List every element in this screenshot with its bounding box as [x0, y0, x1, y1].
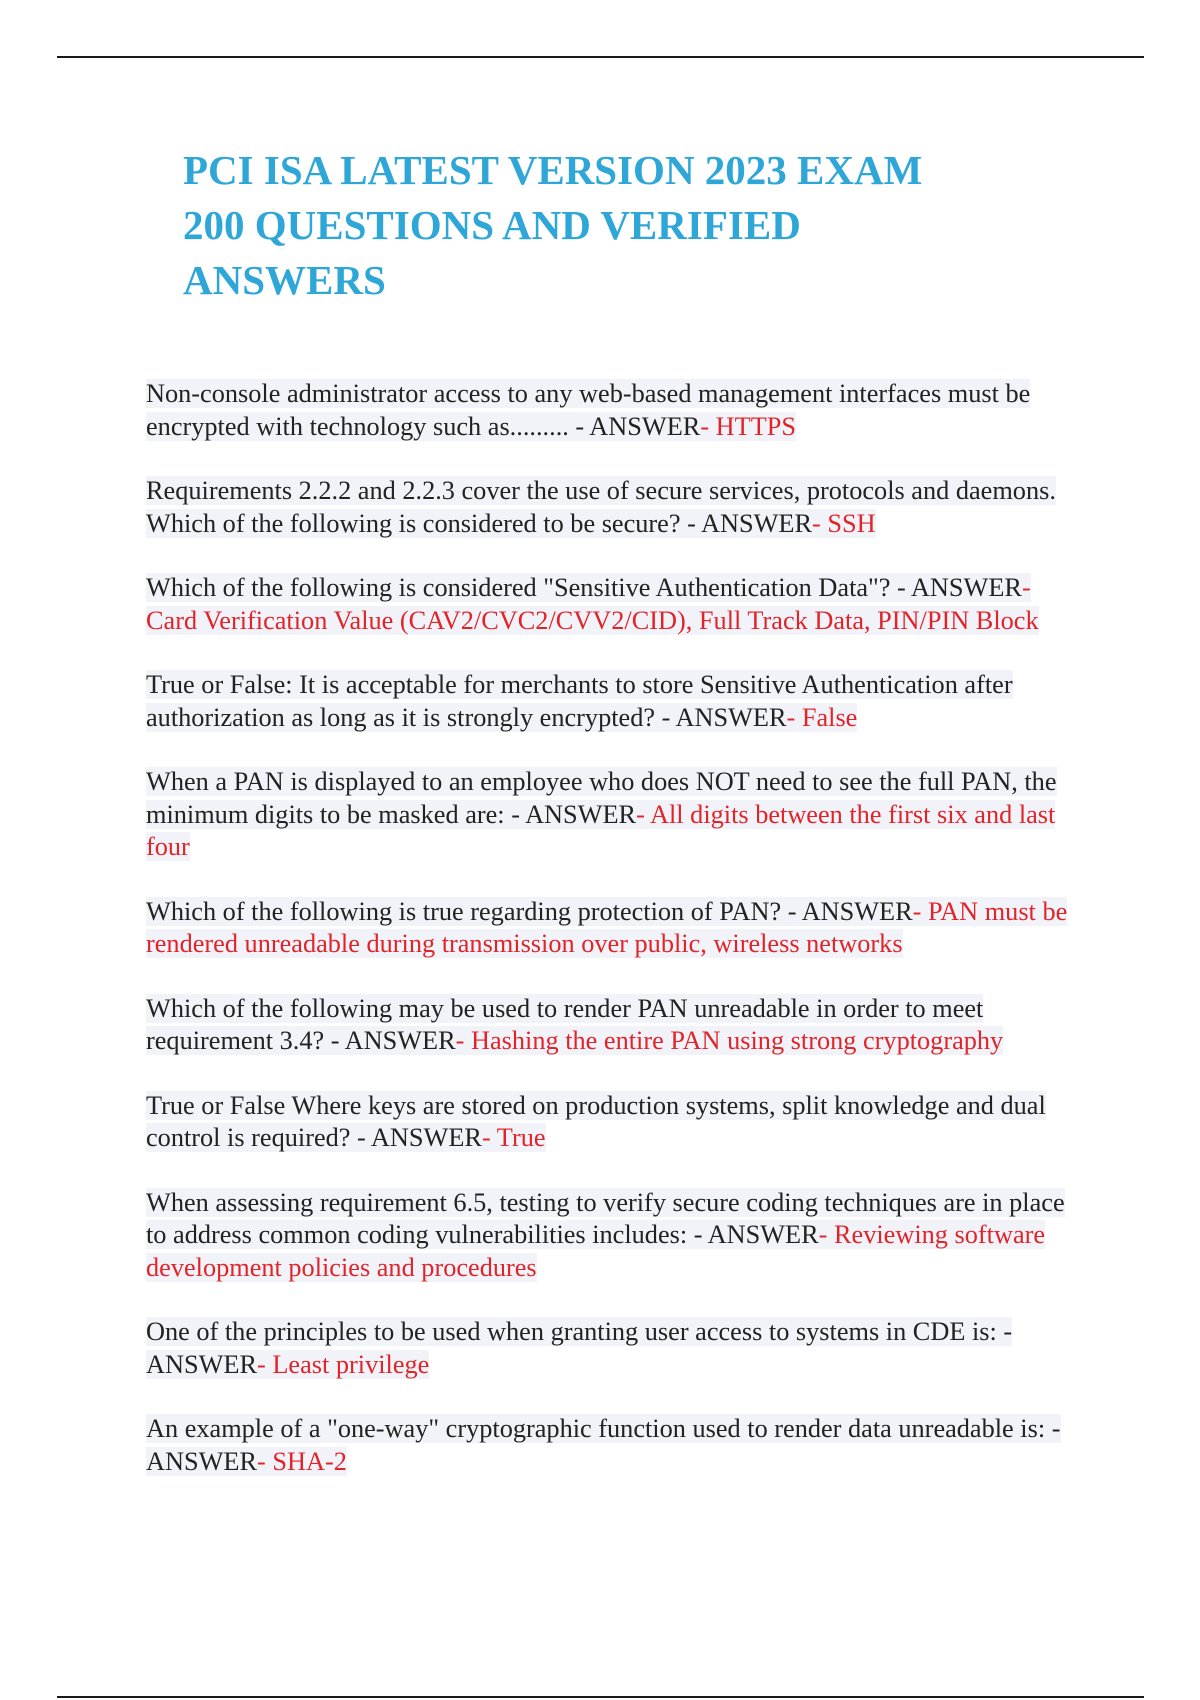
answer-text: - SSH	[812, 508, 876, 538]
answer-label: - ANSWER	[146, 1317, 1013, 1379]
qa-item	[146, 766, 1086, 864]
answer-label: - ANSWER	[330, 1026, 456, 1055]
answer-label: - ANSWER	[897, 573, 1022, 602]
question-text: One of the principles to be used when granting user access to systems in CDE is:	[146, 1317, 1004, 1346]
question-text: When assessing requirement 6.5, testing to verify secure coding techniques are in place to address common coding vulnerabilities includes:	[146, 1187, 1065, 1249]
answer-label: - ANSWER	[575, 411, 701, 441]
qa-item	[146, 993, 1086, 1058]
answer-text: - True	[481, 1123, 546, 1152]
qa-item	[146, 1187, 1086, 1285]
qa-item	[146, 1316, 1086, 1381]
question-text: True or False Where keys are stored on production systems, split knowledge and dual control is required?	[146, 1090, 1046, 1152]
answer-text: - Hashing the entire PAN using strong cryptography	[455, 1026, 1004, 1055]
answer-label: - ANSWER	[787, 896, 913, 926]
question-text: Which of the following is considered "Sensitive Authentication Data"?	[146, 573, 898, 602]
qa-list	[146, 378, 1086, 1510]
qa-item	[146, 896, 1086, 961]
answer-label: - ANSWER	[357, 1123, 482, 1152]
answer-label: - ANSWER	[687, 508, 813, 538]
question-text: An example of a "one-way" cryptographic function used to render data unreadable is:	[146, 1414, 1052, 1443]
question-text: When a PAN is displayed to an employee who does NOT need to see the full PAN, the minimum digits to be masked are:	[146, 767, 1057, 829]
question-text: Which of the following is true regarding protection of PAN?	[146, 896, 788, 926]
document-title	[183, 143, 1063, 308]
question-text: Requirements 2.2.2 and 2.2.3 cover the use of secure services, protocols and daemons. Which of the following is considered to be secure?	[146, 476, 1056, 538]
answer-label: - ANSWER	[661, 702, 787, 732]
title-line: 200 QUESTIONS AND VERIFIED	[183, 202, 801, 248]
answer-text: - PAN must be rendered unreadable during transmission over public, wireless networks	[146, 896, 1068, 958]
qa-item	[146, 475, 1086, 540]
answer-label: - ANSWER	[511, 799, 637, 829]
answer-text: - Reviewing software development policies and procedures	[146, 1220, 1046, 1282]
answer-text: - Least privilege	[257, 1349, 430, 1379]
answer-text: - False	[786, 702, 858, 732]
qa-item	[146, 669, 1086, 734]
answer-text: - All digits between the first six and last four	[146, 799, 1056, 861]
question-text: Which of the following may be used to render PAN unreadable in order to meet requirement 3.4?	[146, 993, 984, 1055]
qa-item	[146, 1090, 1086, 1155]
question-text: Non-console administrator access to any web-based management interfaces must be encrypted with technology such as.........	[146, 379, 1031, 441]
answer-text: - Card Verification Value (CAV2/CVC2/CVV2/CID), Full Track Data, PIN/PIN Block	[146, 573, 1039, 635]
answer-label: - ANSWER	[693, 1220, 819, 1249]
answer-text: - SHA-2	[257, 1446, 347, 1476]
qa-item	[146, 378, 1086, 443]
top-rule	[57, 56, 1144, 58]
qa-item	[146, 1413, 1086, 1478]
title-line: ANSWERS	[183, 257, 386, 303]
title-line: PCI ISA LATEST VERSION 2023 EXAM	[183, 147, 923, 193]
qa-item	[146, 572, 1086, 637]
answer-label: - ANSWER	[146, 1414, 1061, 1476]
bottom-rule	[57, 1696, 1144, 1698]
answer-text: - HTTPS	[700, 411, 797, 441]
question-text: True or False: It is acceptable for merchants to store Sensitive Authentication after authorization as long as it is strongly encrypted?	[146, 670, 1013, 732]
